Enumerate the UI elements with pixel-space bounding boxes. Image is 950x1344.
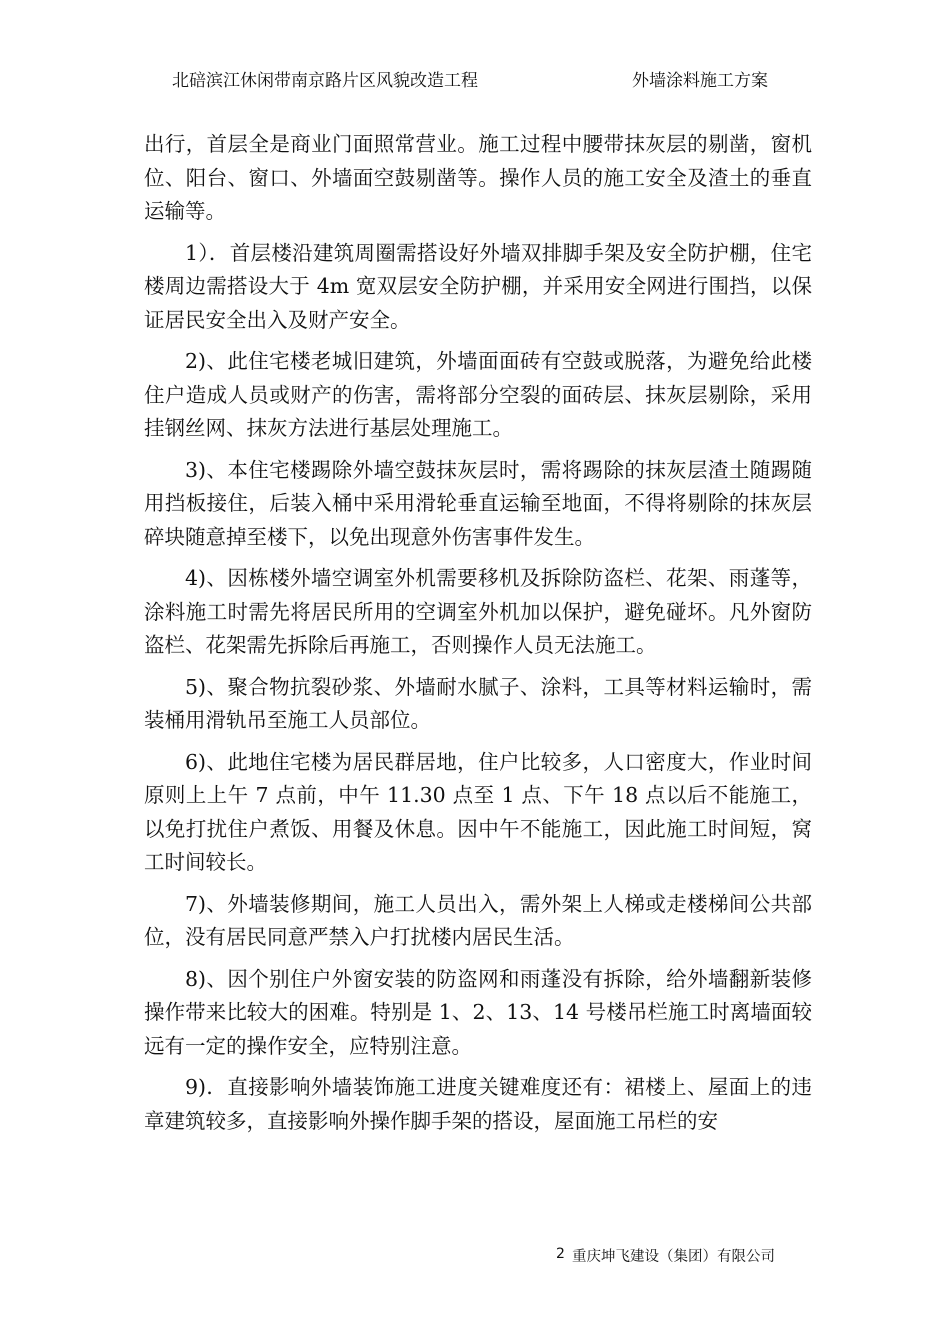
paragraph-item-7: 7)、外墙装修期间，施工人员出入，需外架上人梯或走楼梯间公共部位，没有居民同意严禁入户打扰楼内居民生活。: [144, 891, 812, 949]
paragraph-item-8: 8)、因个别住户外窗安装的防盗网和雨蓬没有拆除，给外墙翻新装修操作带来比较大的困难。特别是 1、2、13、14 号楼吊栏施工时离墙面较远有一定的操作安全，应特别注意。: [144, 966, 812, 1058]
paragraph-item-1: 1）．首层楼沿建筑周圈需搭设好外墙双排脚手架及安全防护棚，住宅楼周边需搭设大于 4m 宽双层安全防护棚，并采用安全网进行围挡，以保证居民安全出入及财产安全。: [144, 240, 812, 332]
paragraph-item-9: 9)．直接影响外墙装饰施工进度关键难度还有：裙楼上、屋面上的违章建筑较多，直接影响外操作脚手架的搭设，屋面施工吊栏的安: [144, 1075, 812, 1133]
project-title: 北碚滨江休闲带南京路片区风貌改造工程: [172, 71, 478, 91]
page-number: 2: [556, 1246, 565, 1262]
paragraph-item-2: 2)、此住宅楼老城旧建筑，外墙面面砖有空鼓或脱落，为避免给此楼住户造成人员或财产的伤害，需将部分空裂的面砖层、抹灰层剔除，采用挂钢丝网、抹灰方法进行基层处理施工。: [144, 349, 812, 440]
paragraph-item-6: 6)、此地住宅楼为居民群居地，住户比较多，人口密度大，作业时间原则上上午 7 点前，中午 11.30 点至 1 点、下午 18 点以后不能施工，以免打扰住户煮饭、用餐及休息。因中午不能施工，因此施工时间短，窝工时间较长。: [144, 749, 812, 874]
paragraph-item-3: 3)、本住宅楼踢除外墙空鼓抹灰层时，需将踢除的抹灰层渣土随踢随用挡板接住，后装入桶中采用滑轮垂直运输至地面，不得将剔除的抹灰层碎块随意掉至楼下，以免出现意外伤害事件发生。: [144, 457, 812, 549]
document-body: [144, 128, 812, 1146]
page-footer: [0, 1246, 950, 1270]
paragraph-item-5: 5)、聚合物抗裂砂浆、外墙耐水腻子、涂料，工具等材料运输时，需装桶用滑轨吊至施工人员部位。: [144, 674, 812, 732]
document-title: 外墙涂料施工方案: [632, 71, 768, 91]
company-name: 重庆坤飞建设（集团）有限公司: [572, 1249, 775, 1265]
page-header: [0, 66, 950, 94]
paragraph-item-4: 4)、因栋楼外墙空调室外机需要移机及拆除防盗栏、花架、雨蓬等，涂料施工时需先将居民所用的空调室外机加以保护，避免碰坏。凡外窗防盗栏、花架需先拆除后再施工，否则操作人员无法施工。: [144, 566, 812, 657]
paragraph-continuation: 出行，首层全是商业门面照常营业。施工过程中腰带抹灰层的剔凿，窗机位、阳台、窗口、外墙面空鼓剔凿等。操作人员的施工安全及渣土的垂直运输等。: [144, 132, 812, 223]
